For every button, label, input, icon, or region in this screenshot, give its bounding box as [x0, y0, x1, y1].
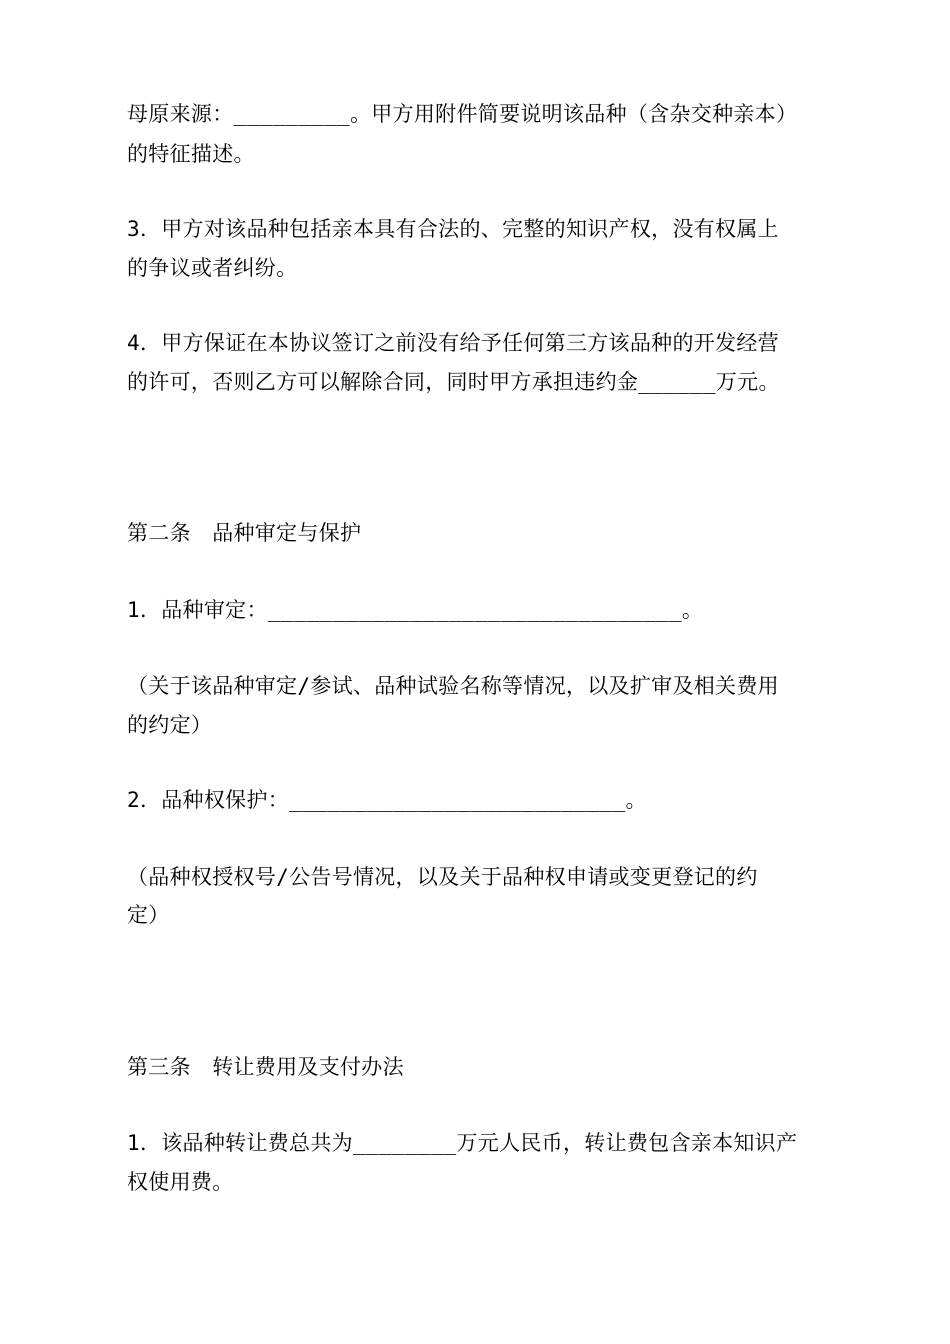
para-maternal-source-line2: 的特征描述。 — [127, 142, 255, 166]
clause-3-line1: 3．甲方对该品种包括亲本具有合法的、完整的知识产权，没有权属上 — [127, 217, 779, 241]
article-2-note-2-line2: 定） — [127, 903, 170, 927]
article-3-item-1-line1: 1．该品种转让费总共为________万元人民币，转让费包含亲本知识产 — [127, 1131, 798, 1155]
article-3-heading: 第三条 转让费用及支付办法 — [127, 1055, 404, 1079]
article-2-item-1: 1．品种审定：________________________________。 — [127, 598, 704, 622]
clause-4-line1: 4．甲方保证在本协议签订之前没有给予任何第三方该品种的开发经营 — [127, 331, 779, 355]
clause-3-line2: 的争议或者纠纷。 — [127, 256, 298, 280]
article-2-note-1-line1: （关于该品种审定/参试、品种试验名称等情况，以及扩审及相关费用 — [127, 674, 779, 698]
article-2-note-2-line1: （品种权授权号/公告号情况，以及关于品种权申请或变更登记的约 — [127, 865, 758, 889]
article-2-item-2: 2．品种权保护：__________________________。 — [127, 788, 647, 812]
article-3-item-1-line2: 权使用费。 — [127, 1170, 234, 1194]
article-2-note-1-line2: 的约定） — [127, 713, 213, 737]
clause-4-line2: 的许可，否则乙方可以解除合同，同时甲方承担违约金______万元。 — [127, 370, 780, 394]
article-2-heading: 第二条 品种审定与保护 — [127, 521, 362, 545]
para-maternal-source-line1: 母原来源：_________。甲方用附件简要说明该品种（含杂交种亲本） — [127, 102, 798, 126]
